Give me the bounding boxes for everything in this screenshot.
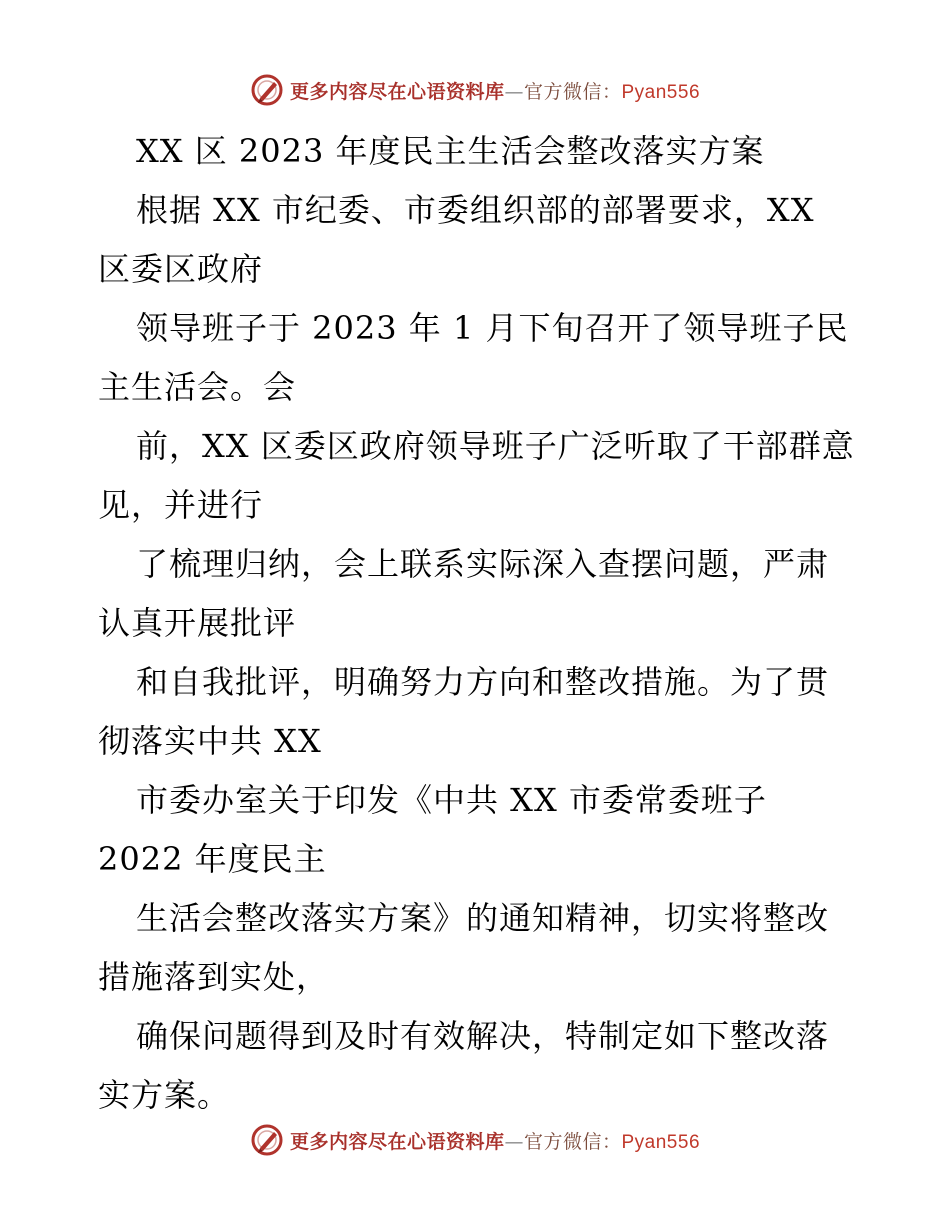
banner-wechat-id: Pyan556 [621,81,701,103]
header-watermark-banner [0,70,950,110]
footer-watermark-banner [0,1120,950,1160]
paragraph-line: 生活会整改落实方案》的通知精神，切实将整改措施落到实处， [98,899,830,996]
banner-dash: — [504,80,524,103]
banner [250,73,700,107]
paragraph-line: 根据 XX 市纪委、市委组织部的部署要求，XX 区委区政府 [98,191,826,288]
pen-logo-icon [250,73,284,107]
pen-logo-icon [250,1123,284,1157]
paragraph-line: 前，XX 区委区政府领导班子广泛听取了干部群意见，并进行 [98,427,855,524]
banner-text [290,1127,700,1154]
document-title: XX 区 2023 年度民主生活会整改落实方案 [136,132,765,170]
banner [250,1123,700,1157]
paragraph-line: 和自我批评，明确努力方向和整改措施。为了贯彻落实中共 XX [98,663,830,760]
banner-brand: 更多内容尽在心语资料库 [289,1130,505,1153]
paragraph-line: 领导班子于 2023 年 1 月下旬召开了领导班子民主生活会。会 [98,309,849,406]
banner-brand: 更多内容尽在心语资料库 [289,80,505,103]
banner-wechat-id: Pyan556 [621,1131,701,1153]
banner-dash: — [504,1130,524,1153]
document-body [98,122,858,1125]
banner-text [290,77,700,104]
banner-official-label: 官方微信： [523,1130,622,1153]
paragraph-line: 了梳理归纳，会上联系实际深入查摆问题，严肃认真开展批评 [98,545,830,642]
paragraph-line: 确保问题得到及时有效解决，特制定如下整改落实方案。 [98,1017,830,1114]
banner-official-label: 官方微信： [523,80,622,103]
paragraph-line: 市委办室关于印发《中共 XX 市委常委班子 2022 年度民主 [98,781,779,878]
